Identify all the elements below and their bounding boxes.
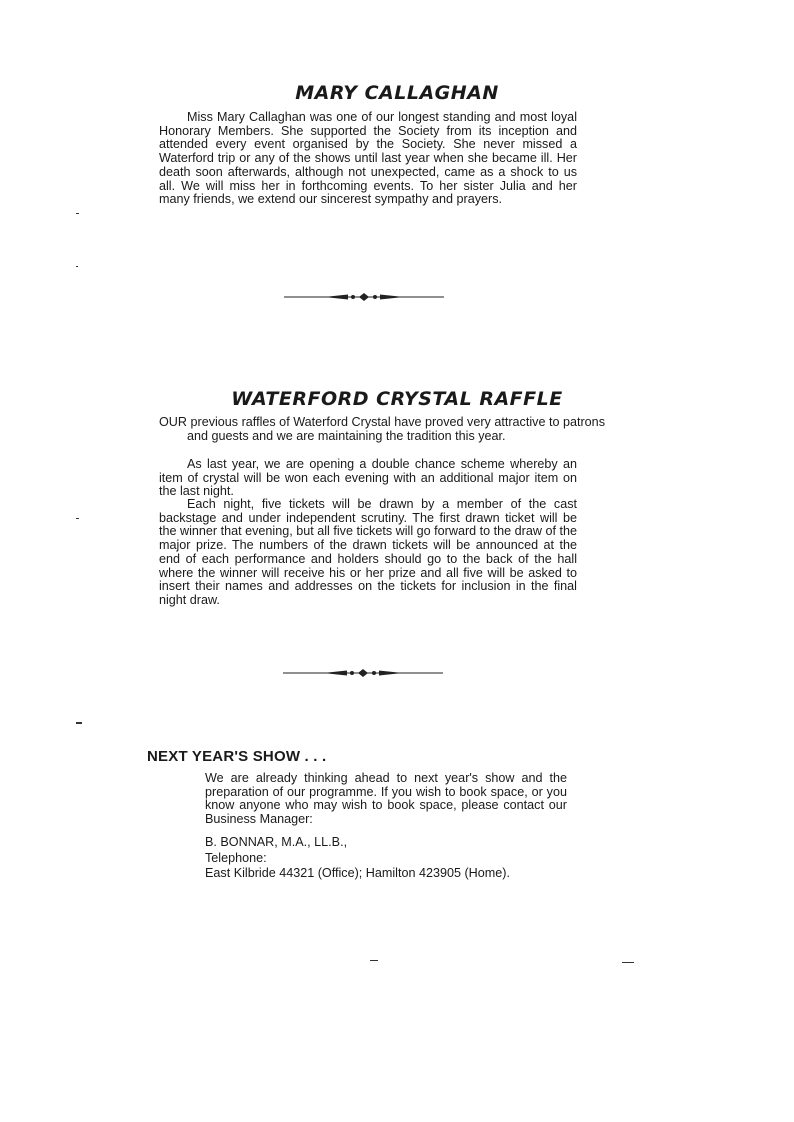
- raffle-title: WATERFORD CRYSTAL RAFFLE: [231, 388, 563, 410]
- raffle-paragraph-3: Each night, five tickets will be drawn by a member of the cast backstage and under independent scrutiny. The first drawn ticket will be the winner that evening, but all five tickets will go forward to the draw of the major prize. The numbers of the drawn tickets will be announced at the end of each performance and holders should go to the back of the hall where the winner will receive his or her prize and all five will be asked to insert their names and addresses on the tickets for inclusion in the final night draw.: [159, 497, 577, 607]
- scan-speck: [76, 722, 82, 724]
- scan-speck: [76, 266, 78, 267]
- scan-speck: [76, 518, 79, 519]
- raffle-paragraph-2: As last year, we are opening a double chance scheme whereby an item of crystal will be won each evening with an additional major item on the last night.: [159, 457, 577, 499]
- scan-speck: [76, 213, 79, 214]
- obituary-title: MARY CALLAGHAN: [295, 82, 499, 104]
- next-show-body: We are already thinking ahead to next year's show and the preparation of our programme. If you wish to book space, or you know anyone who may wish to book space, please contact our Business Manager:: [205, 771, 567, 827]
- obituary-body: Miss Mary Callaghan was one of our longest standing and most loyal Honorary Members. She supported the Society from its inception and attended every event organised by the Society. She never missed a Waterford trip or any of the shows until last year when she became ill. Her death soon afterwards, although not unexpected, came as a shock to us all. We will miss her in forthcoming events. To her sister Julia and her many friends, we extend our sincerest sympathy and prayers.: [159, 110, 577, 207]
- scan-speck: [622, 962, 634, 963]
- next-show-heading: NEXT YEAR'S SHOW . . .: [147, 748, 327, 765]
- business-manager-name: B. BONNAR, M.A., LL.B.,: [205, 835, 348, 849]
- ornament-divider-bottom: [283, 667, 443, 679]
- telephone-label: Telephone:: [205, 851, 267, 865]
- telephone-numbers: East Kilbride 44321 (Office); Hamilton 423905 (Home).: [205, 866, 510, 880]
- raffle-paragraph-1: OUR previous raffles of Waterford Crystal have proved very attractive to patrons and guests and we are maintaining the tradition this year.: [159, 415, 605, 443]
- ornament-divider-top: [284, 291, 444, 303]
- scan-speck: [370, 960, 378, 961]
